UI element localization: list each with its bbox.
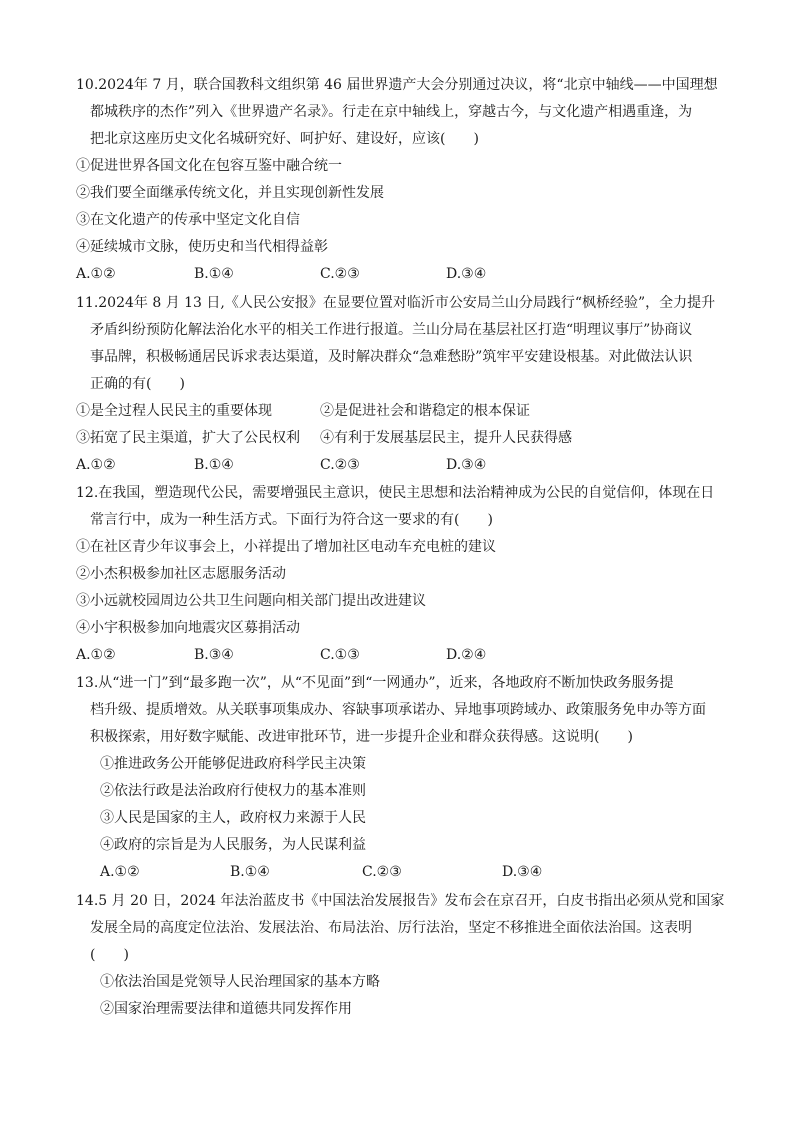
stem-line: 发展全局的高度定位法治、发展法治、布局法治、厉行法治，坚定不移推进全面依法治国。这表明 (90, 920, 692, 936)
statement-item: ①促进世界各国文化在包容互鉴中融合统一 (76, 158, 342, 174)
stem-line: 积极探索，用好数字赋能、改进审批环节，进一步提升企业和群众获得感。这说明( ) (90, 729, 633, 745)
answer-options (76, 452, 726, 479)
option-c[interactable]: C.①③ (320, 647, 360, 663)
stem-line: 档升级、提质增效。从关联事项集成办、容缺事项承诺办、异地事项跨域办、政策服务免申办等方面 (90, 702, 706, 718)
statement-pair (76, 398, 726, 425)
question-13 (76, 670, 726, 886)
option-b[interactable]: B.①④ (194, 457, 234, 473)
option-b[interactable]: B.①④ (230, 864, 270, 880)
option-d[interactable]: D.③④ (446, 266, 487, 282)
stem-line: 14.5 月 20 日，2024 年法治蓝皮书《中国法治发展报告》发布会在京召开，白皮书指出必须从党和国家 (76, 893, 725, 909)
statement-item: ②依法行政是法治政府行使权力的基本准则 (100, 783, 366, 799)
answer-options (76, 642, 726, 669)
stem-line: ( ) (90, 947, 129, 963)
stem-line: 把北京这座历史文化名城研究好、呵护好、建设好，应该( ) (90, 131, 479, 147)
question-12 (76, 480, 726, 669)
stem-line: 13.从“进一门”到“最多跑一次”，从“不见面”到“一网通办”，近来，各地政府不断加快政务服务提 (76, 675, 674, 691)
answer-options (76, 261, 726, 288)
statement-item: ①是全过程人民民主的重要体现 (76, 403, 272, 419)
option-d[interactable]: D.③④ (446, 457, 487, 473)
statement-item: ③人民是国家的主人，政府权力来源于人民 (100, 810, 366, 826)
statement-item: ①依法治国是党领导人民治理国家的基本方略 (100, 974, 380, 990)
question-stem (76, 888, 726, 969)
option-c[interactable]: C.②③ (320, 266, 360, 282)
stem-line: 事品牌，积极畅通居民诉求表达渠道，及时解决群众“急难愁盼”筑牢平安建设根基。对此做法认识 (90, 349, 693, 365)
statement-item: ②是促进社会和谐稳定的根本保证 (320, 403, 530, 419)
question-stem (76, 480, 726, 534)
stem-line: 10.2024年 7 月，联合国教科文组织第 46 届世界遗产大会分别通过决议，将“北京中轴线——中国理想 (76, 77, 718, 93)
statement-item: ①在社区青少年议事会上，小祥提出了增加社区电动车充电桩的建议 (76, 539, 496, 555)
statement-item: ①推进政务公开能够促进政府科学民主决策 (100, 756, 366, 772)
option-c[interactable]: C.②③ (320, 457, 360, 473)
question-14 (76, 888, 726, 1023)
statement-item: ③在文化遗产的传承中坚定文化自信 (76, 212, 300, 228)
option-a[interactable]: A.①② (76, 266, 116, 282)
question-11 (76, 290, 726, 479)
question-10 (76, 72, 726, 288)
statement-item: ③拓宽了民主渠道，扩大了公民权利 (76, 430, 300, 446)
stem-line: 正确的有( ) (90, 376, 185, 392)
option-d[interactable]: D.②④ (446, 647, 487, 663)
statement-pair (76, 425, 726, 452)
stem-line: 12.在我国，塑造现代公民，需要增强民主意识，使民主思想和法治精神成为公民的自觉信仰，体现在日 (76, 485, 715, 501)
statement-item: ②我们要全面继承传统文化，并且实现创新性发展 (76, 185, 384, 201)
stem-line: 都城秩序的杰作”列入《世界遗产名录》。行走在京中轴线上，穿越古今，与文化遗产相遇重逢，为 (90, 104, 693, 120)
option-a[interactable]: A.①② (100, 864, 140, 880)
statement-item: ④政府的宗旨是为人民服务，为人民谋利益 (100, 837, 366, 853)
question-stem (76, 670, 726, 751)
stem-line: 11.2024年 8 月 13 日,《人民公安报》在显要位置对临沂市公安局兰山分局践行“枫桥经验”，全力提升 (76, 295, 716, 311)
option-b[interactable]: B.③④ (194, 647, 234, 663)
stem-line: 矛盾纠纷预防化解法治化水平的相关工作进行报道。兰山分局在基层社区打造“明理议事厅”协商议 (90, 322, 693, 338)
option-c[interactable]: C.②③ (362, 864, 402, 880)
statement-item: ③小远就校园周边公共卫生问题向相关部门提出改进建议 (76, 593, 426, 609)
question-stem (76, 72, 726, 153)
option-b[interactable]: B.①④ (194, 266, 234, 282)
statement-item: ④小宇积极参加向地震灾区募捐活动 (76, 620, 300, 636)
stem-line: 常言行中，成为一种生活方式。下面行为符合这一要求的有( ) (90, 512, 493, 528)
statement-item: ②小杰积极参加社区志愿服务活动 (76, 566, 286, 582)
answer-options (76, 859, 726, 886)
statement-item: ④有利于发展基层民主，提升人民获得感 (320, 430, 572, 446)
statement-item: ②国家治理需要法律和道德共同发挥作用 (100, 1001, 352, 1017)
option-a[interactable]: A.①② (76, 457, 116, 473)
statement-item: ④延续城市文脉，使历史和当代相得益彰 (76, 239, 328, 255)
option-d[interactable]: D.③④ (502, 864, 543, 880)
option-a[interactable]: A.①② (76, 647, 116, 663)
question-stem (76, 290, 726, 398)
